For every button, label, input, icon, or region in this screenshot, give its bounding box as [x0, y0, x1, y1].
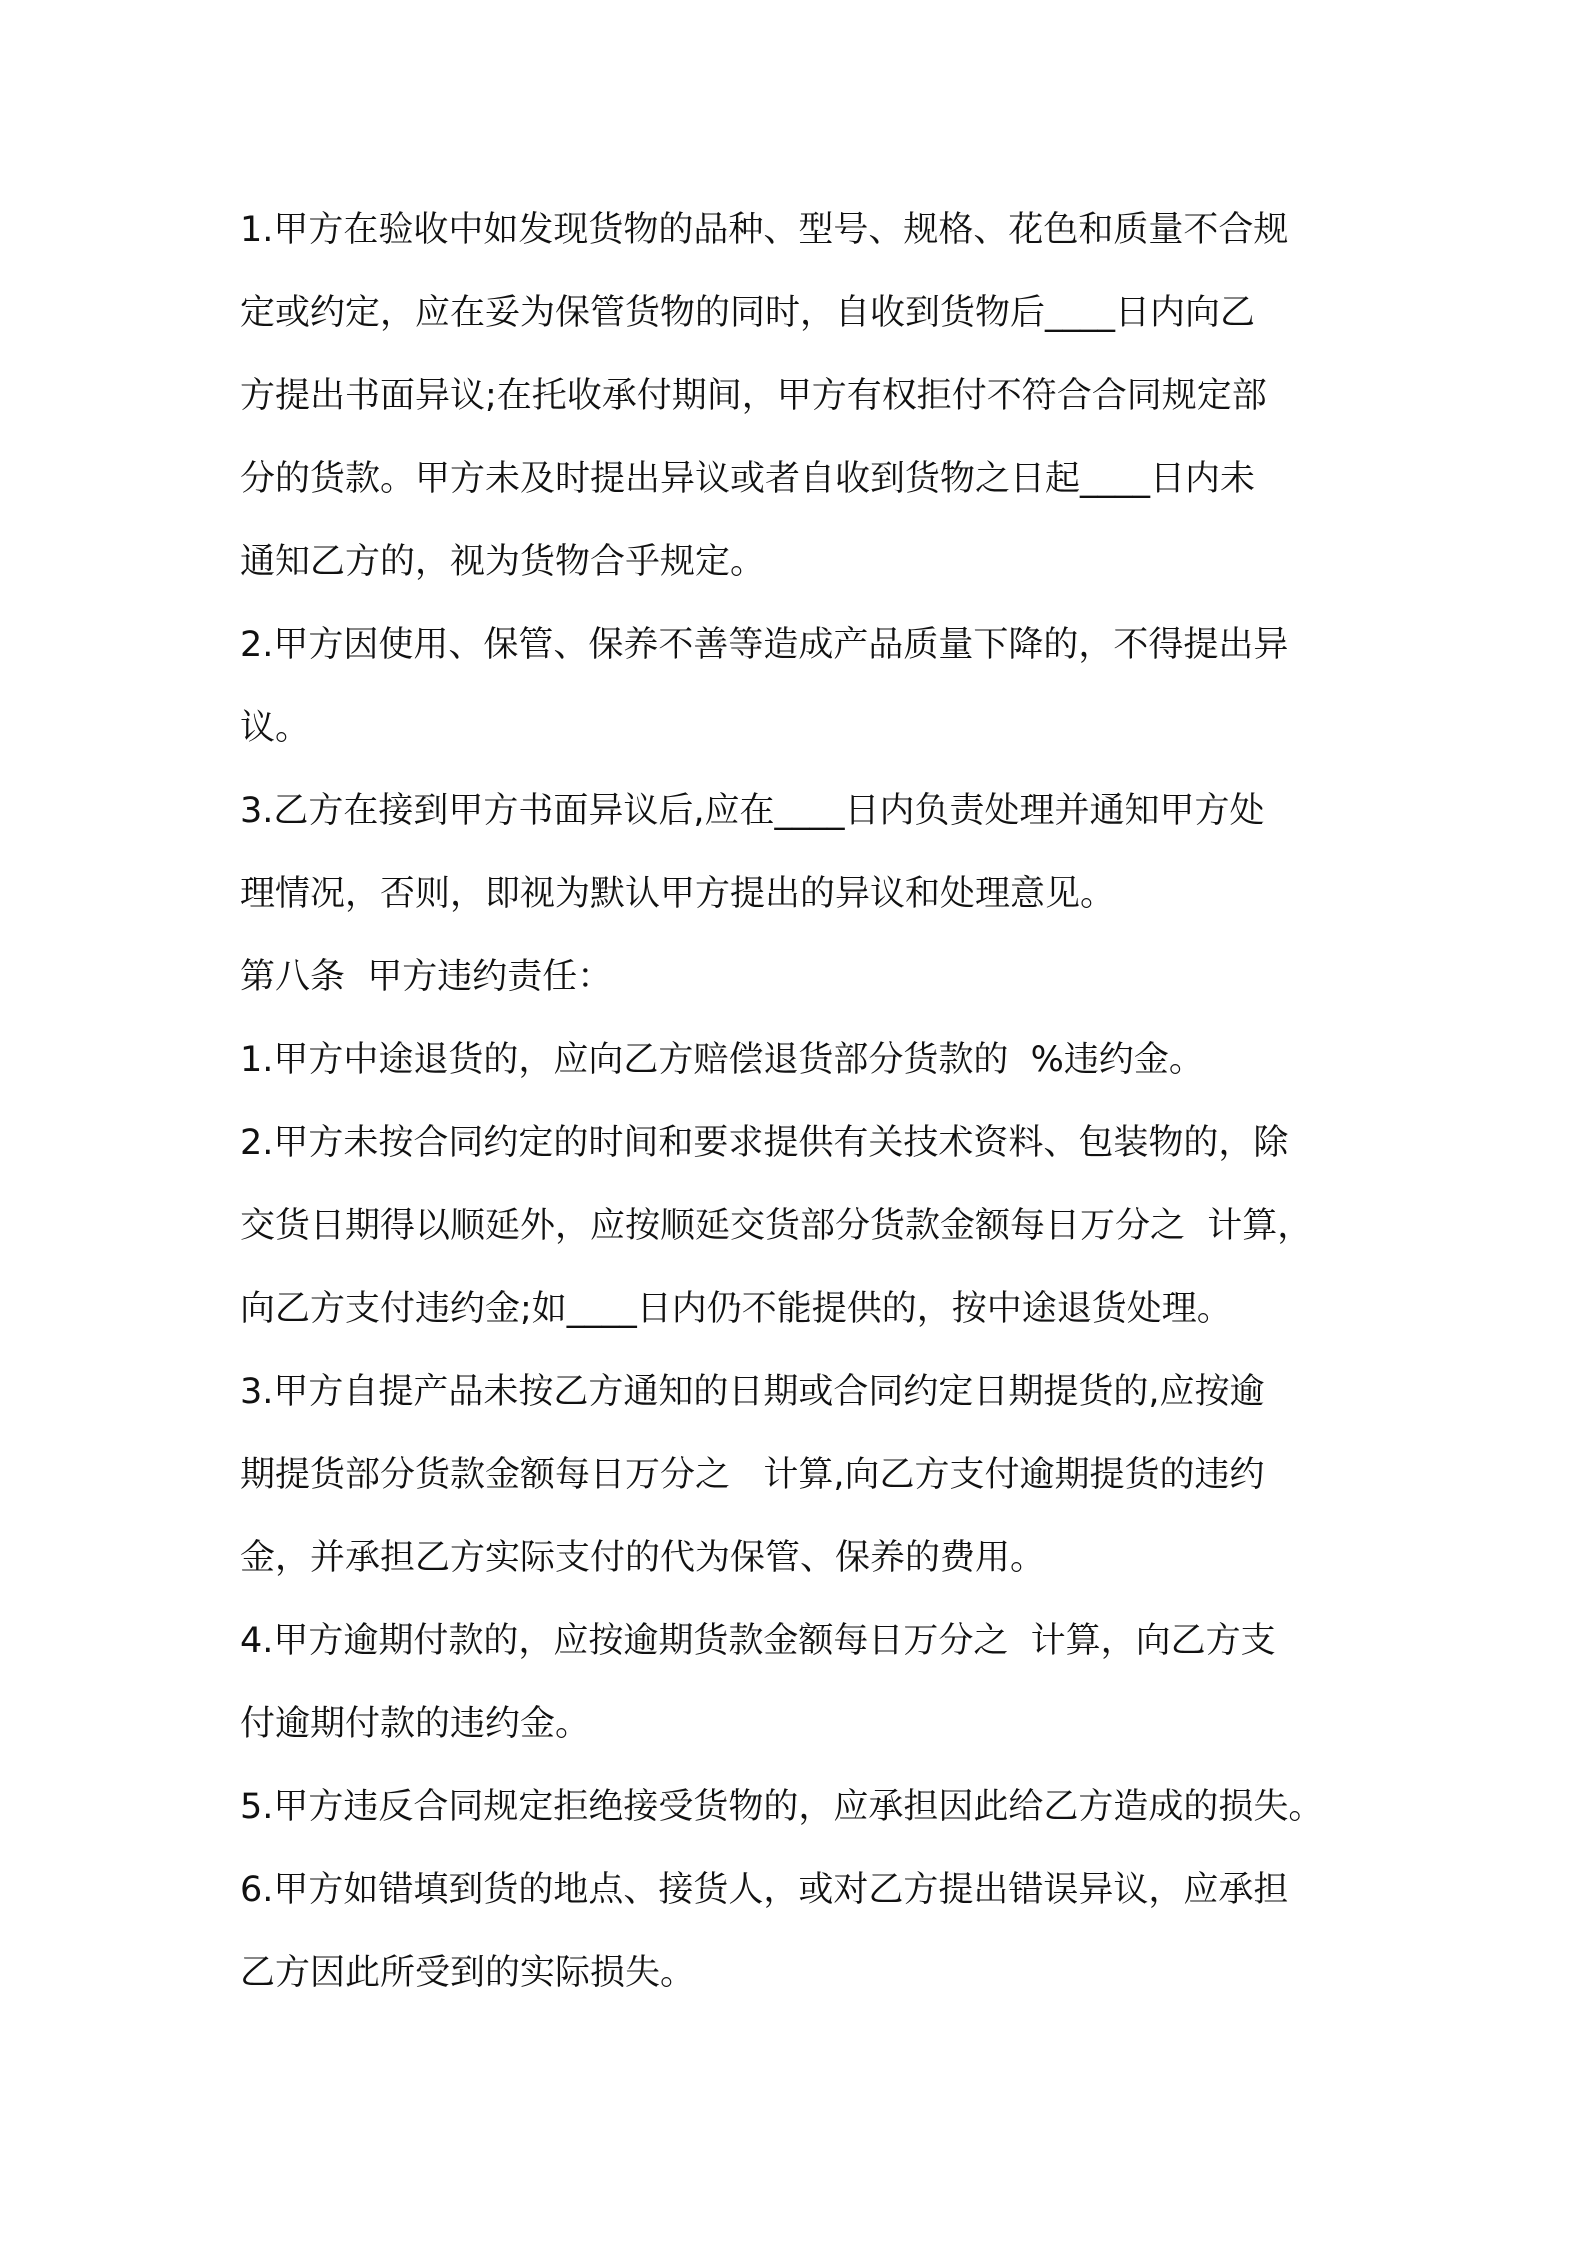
text-line: 4.甲方逾期付款的，应按逾期货款金额每日万分之 计算，向乙方支 [240, 1621, 1276, 1661]
text-line: 2.甲方因使用、保管、保养不善等造成产品质量下降的，不得提出异 [240, 625, 1289, 665]
text-line: 2.甲方未按合同约定的时间和要求提供有关技术资料、包装物的，除 [240, 1123, 1289, 1163]
document-body [240, 200, 1360, 2026]
text-line: 交货日期得以顺延外，应按顺延交货部分货款金额每日万分之 计算， [240, 1206, 1313, 1246]
text-line: 3.乙方在接到甲方书面异议后,应在____日内负责处理并通知甲方处 [240, 791, 1265, 831]
text-line: 1.甲方在验收中如发现货物的品种、型号、规格、花色和质量不合规 [240, 210, 1289, 250]
text-line: 付逾期付款的违约金。 [240, 1704, 591, 1744]
text-line: 3.甲方自提产品未按乙方通知的日期或合同约定日期提货的,应按逾 [240, 1372, 1265, 1412]
text-line: 1.甲方中途退货的，应向乙方赔偿退货部分货款的 %违约金。 [240, 1040, 1204, 1080]
text-line: 理情况，否则，即视为默认甲方提出的异议和处理意见。 [240, 874, 1116, 914]
text-line: 方提出书面异议;在托收承付期间，甲方有权拒付不符合合同规定部 [240, 376, 1267, 416]
text-line: 金，并承担乙方实际支付的代为保管、保养的费用。 [240, 1538, 1046, 1578]
text-line: 定或约定，应在妥为保管货物的同时，自收到货物后____日内向乙 [240, 293, 1256, 333]
text-line: 向乙方支付违约金;如____日内仍不能提供的，按中途退货处理。 [240, 1289, 1232, 1329]
text-line: 5.甲方违反合同规定拒绝接受货物的，应承担因此给乙方造成的损失。 [240, 1787, 1324, 1827]
text-line: 通知乙方的，视为货物合乎规定。 [240, 542, 766, 582]
text-line: 分的货款。甲方未及时提出异议或者自收到货物之日起____日内未 [240, 459, 1256, 499]
section-heading: 第八条 甲方违约责任： [240, 957, 613, 997]
text-line: 期提货部分货款金额每日万分之 计算,向乙方支付逾期提货的违约 [240, 1455, 1265, 1495]
text-line: 议。 [240, 708, 311, 748]
text-line: 6.甲方如错填到货的地点、接货人，或对乙方提出错误异议，应承担 [240, 1870, 1289, 1910]
text-line: 乙方因此所受到的实际损失。 [240, 1953, 696, 1993]
